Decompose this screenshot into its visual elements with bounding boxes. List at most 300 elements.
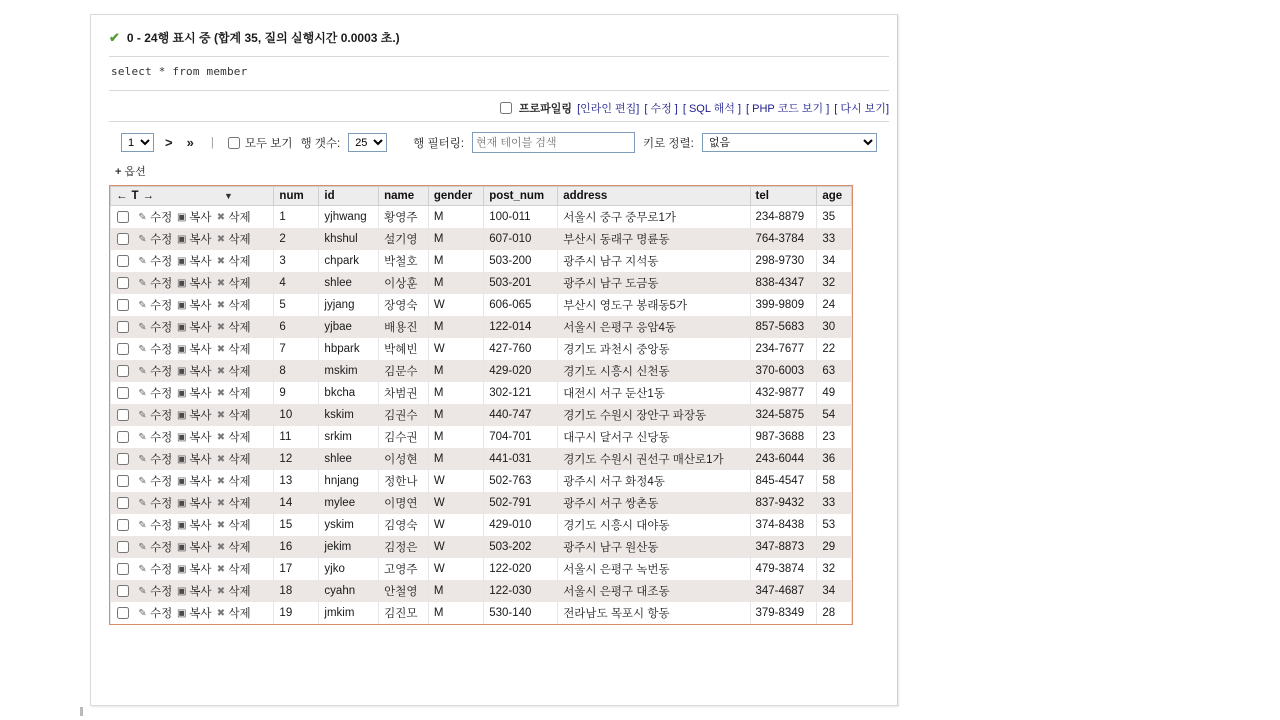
cell-address: 전라남도 목포시 항동	[558, 602, 750, 624]
cell-address: 부산시 동래구 명륜동	[558, 228, 750, 250]
row-select-checkbox[interactable]	[117, 255, 129, 267]
edit-row-button[interactable]	[137, 341, 172, 357]
edit-row-button[interactable]	[137, 275, 172, 291]
delete-row-button[interactable]	[215, 451, 250, 467]
copy-row-button[interactable]	[176, 209, 211, 225]
cell-post-num: 607-010	[484, 228, 558, 250]
copy-row-button[interactable]	[176, 253, 211, 269]
table-header-actions[interactable]	[111, 187, 274, 206]
sort-left-arrow-icon: ←	[116, 190, 128, 202]
cell-gender: W	[428, 492, 483, 514]
show-all-label: 모두 보기	[244, 137, 293, 150]
cell-address: 경기도 시흥시 대야동	[558, 514, 750, 536]
inline-edit-link[interactable]: [인라인 편집]	[577, 103, 640, 115]
cell-id: bkcha	[319, 382, 379, 404]
next-page-button[interactable]: >	[165, 135, 173, 150]
delete-row-button[interactable]	[215, 275, 250, 291]
row-select-checkbox[interactable]	[117, 475, 129, 487]
cell-name: 설기영	[379, 228, 429, 250]
copy-row-label: 복사	[189, 344, 212, 356]
row-select-checkbox[interactable]	[117, 343, 129, 355]
pencil-icon: ✎	[138, 211, 147, 223]
pencil-icon: ✎	[138, 277, 147, 289]
cell-age: 28	[817, 602, 852, 624]
edit-row-button[interactable]	[137, 583, 172, 599]
refresh-link[interactable]: [ 다시 보기]	[834, 103, 889, 115]
cell-num: 15	[274, 514, 319, 536]
row-select-checkbox[interactable]	[117, 563, 129, 575]
pencil-icon: ✎	[138, 321, 147, 333]
delete-row-button[interactable]	[215, 495, 250, 511]
pencil-icon: ✎	[138, 563, 147, 575]
delete-row-button[interactable]	[215, 561, 250, 577]
row-actions-cell	[111, 360, 274, 382]
cell-name: 차범권	[379, 382, 429, 404]
cell-address: 경기도 시흥시 신천동	[558, 360, 750, 382]
pagination-bar	[109, 122, 889, 161]
row-select-checkbox[interactable]	[117, 387, 129, 399]
delete-row-button[interactable]	[215, 407, 250, 423]
cell-post-num: 122-014	[484, 316, 558, 338]
table-header-gender[interactable]: gender	[428, 187, 483, 206]
copy-row-button[interactable]	[176, 517, 211, 533]
cell-age: 34	[817, 250, 852, 272]
copy-icon: ▣	[176, 563, 187, 575]
copy-icon: ▣	[176, 475, 187, 487]
row-select-checkbox[interactable]	[117, 321, 129, 333]
table-row[interactable]	[111, 250, 852, 272]
cell-gender: M	[428, 404, 483, 426]
cell-id: jekim	[319, 536, 379, 558]
row-actions-cell	[111, 558, 274, 580]
cell-num: 16	[274, 536, 319, 558]
copy-row-button[interactable]	[176, 407, 211, 423]
cell-post-num: 502-791	[484, 492, 558, 514]
cell-post-num: 502-763	[484, 470, 558, 492]
cell-num: 9	[274, 382, 319, 404]
row-actions-cell	[111, 404, 274, 426]
copy-icon: ▣	[176, 277, 187, 289]
row-filter-input[interactable]	[472, 132, 635, 153]
table-row[interactable]	[111, 558, 852, 580]
delete-icon: ✖	[216, 519, 226, 531]
options-toggle[interactable]	[109, 161, 889, 185]
delete-row-button[interactable]	[215, 517, 250, 533]
delete-icon: ✖	[216, 475, 226, 487]
cell-post-num: 427-760	[484, 338, 558, 360]
pencil-icon: ✎	[138, 519, 147, 531]
profiling-label: 프로파일링	[518, 103, 573, 115]
edit-row-button[interactable]	[137, 451, 172, 467]
copy-row-button[interactable]	[176, 385, 211, 401]
table-header-name[interactable]: name	[379, 187, 429, 206]
cell-gender: M	[428, 382, 483, 404]
cell-address: 대구시 달서구 신당동	[558, 426, 750, 448]
cell-id: mylee	[319, 492, 379, 514]
cell-id: yskim	[319, 514, 379, 536]
delete-icon: ✖	[216, 299, 226, 311]
delete-icon: ✖	[216, 541, 226, 553]
edit-row-button[interactable]	[137, 473, 172, 489]
row-select-checkbox[interactable]	[117, 299, 129, 311]
cell-age: 49	[817, 382, 852, 404]
copy-row-button[interactable]	[176, 297, 211, 313]
separator: |	[210, 136, 214, 149]
table-header-id[interactable]: id	[319, 187, 379, 206]
cell-name: 김진모	[379, 602, 429, 624]
row-actions-cell	[111, 294, 274, 316]
copy-row-button[interactable]	[176, 473, 211, 489]
cell-age: 29	[817, 536, 852, 558]
edit-link[interactable]: [ 수정 ]	[644, 103, 678, 115]
explain-sql-link[interactable]: [ SQL 해석 ]	[682, 103, 741, 115]
copy-row-label: 복사	[189, 410, 212, 422]
cell-address: 서울시 은평구 응암4동	[558, 316, 750, 338]
copy-row-label: 복사	[189, 234, 212, 246]
table-row[interactable]	[111, 294, 852, 316]
delete-row-label: 삭제	[228, 388, 251, 400]
edit-row-button[interactable]	[137, 605, 172, 621]
edit-row-label: 수정	[150, 564, 173, 576]
cell-tel: 845-4547	[750, 470, 817, 492]
row-actions-cell	[111, 272, 274, 294]
show-all-toggle[interactable]	[228, 135, 293, 151]
row-actions-cell	[111, 514, 274, 536]
cell-tel: 243-6044	[750, 448, 817, 470]
pencil-icon: ✎	[138, 585, 147, 597]
page-artifact	[80, 707, 83, 716]
cell-tel: 347-4687	[750, 580, 817, 602]
delete-row-button[interactable]	[215, 297, 250, 313]
row-select-checkbox[interactable]	[117, 431, 129, 443]
table-header-post-num[interactable]: post_num	[484, 187, 558, 206]
cell-gender: M	[428, 228, 483, 250]
copy-row-button[interactable]	[176, 363, 211, 379]
delete-row-button[interactable]	[215, 385, 250, 401]
table-row[interactable]	[111, 360, 852, 382]
cell-gender: M	[428, 206, 483, 229]
cell-gender: M	[428, 360, 483, 382]
sql-query-text: select * from member	[111, 65, 248, 78]
table-row[interactable]	[111, 338, 852, 360]
cell-post-num: 100-011	[484, 206, 558, 229]
copy-row-button[interactable]	[176, 231, 211, 247]
table-row[interactable]	[111, 316, 852, 338]
copy-row-label: 복사	[189, 476, 212, 488]
options-label: 옵션	[124, 166, 146, 178]
copy-row-label: 복사	[189, 300, 212, 312]
pencil-icon: ✎	[138, 387, 147, 399]
delete-row-label: 삭제	[228, 366, 251, 378]
cell-id: mskim	[319, 360, 379, 382]
delete-icon: ✖	[216, 255, 226, 267]
copy-row-label: 복사	[189, 498, 212, 510]
table-row[interactable]	[111, 404, 852, 426]
query-results-panel	[90, 14, 898, 706]
row-select-checkbox[interactable]	[117, 607, 129, 619]
edit-row-label: 수정	[150, 410, 173, 422]
row-select-checkbox[interactable]	[117, 453, 129, 465]
edit-row-label: 수정	[150, 278, 173, 290]
edit-row-button[interactable]	[137, 517, 172, 533]
copy-icon: ▣	[176, 255, 187, 267]
delete-icon: ✖	[216, 321, 226, 333]
edit-row-label: 수정	[150, 586, 173, 598]
delete-row-label: 삭제	[228, 300, 251, 312]
copy-row-button[interactable]	[176, 429, 211, 445]
delete-row-button[interactable]	[215, 363, 250, 379]
row-actions-cell	[111, 426, 274, 448]
copy-row-label: 복사	[189, 608, 212, 620]
cell-tel: 399-9809	[750, 294, 817, 316]
create-php-code-link[interactable]: [ PHP 코드 보기 ]	[746, 103, 830, 115]
cell-tel: 837-9432	[750, 492, 817, 514]
table-header-age[interactable]: age	[817, 187, 852, 206]
cell-name: 이성현	[379, 448, 429, 470]
delete-row-button[interactable]	[215, 539, 250, 555]
cell-num: 1	[274, 206, 319, 229]
copy-row-button[interactable]	[176, 451, 211, 467]
cell-post-num: 503-200	[484, 250, 558, 272]
pencil-icon: ✎	[138, 409, 147, 421]
cell-id: jyjang	[319, 294, 379, 316]
table-row[interactable]	[111, 382, 852, 404]
edit-row-label: 수정	[150, 476, 173, 488]
cell-address: 광주시 남구 원산동	[558, 536, 750, 558]
row-select-checkbox[interactable]	[117, 585, 129, 597]
cell-tel: 857-5683	[750, 316, 817, 338]
edit-row-label: 수정	[150, 256, 173, 268]
cell-gender: W	[428, 294, 483, 316]
delete-row-label: 삭제	[228, 586, 251, 598]
cell-tel: 324-5875	[750, 404, 817, 426]
copy-icon: ▣	[176, 585, 187, 597]
cell-post-num: 530-140	[484, 602, 558, 624]
cell-post-num: 122-020	[484, 558, 558, 580]
last-page-button[interactable]: »	[186, 135, 194, 150]
cell-num: 8	[274, 360, 319, 382]
show-all-checkbox[interactable]	[228, 137, 240, 149]
delete-icon: ✖	[216, 607, 226, 619]
table-row[interactable]	[111, 272, 852, 294]
edit-row-button[interactable]	[137, 561, 172, 577]
cell-post-num: 429-010	[484, 514, 558, 536]
delete-icon: ✖	[216, 343, 226, 355]
row-actions-cell	[111, 492, 274, 514]
pencil-icon: ✎	[138, 365, 147, 377]
cell-id: shlee	[319, 448, 379, 470]
table-row[interactable]	[111, 602, 852, 624]
row-select-checkbox[interactable]	[117, 541, 129, 553]
edit-row-button[interactable]	[137, 407, 172, 423]
delete-row-label: 삭제	[228, 256, 251, 268]
edit-row-button[interactable]	[137, 253, 172, 269]
cell-address: 경기도 과천시 중앙동	[558, 338, 750, 360]
table-row[interactable]	[111, 206, 852, 229]
cell-gender: M	[428, 316, 483, 338]
cell-age: 63	[817, 360, 852, 382]
profiling-checkbox[interactable]	[500, 102, 512, 114]
delete-icon: ✖	[216, 563, 226, 575]
edit-row-label: 수정	[150, 454, 173, 466]
edit-row-label: 수정	[150, 388, 173, 400]
delete-row-button[interactable]	[215, 253, 250, 269]
cell-id: khshul	[319, 228, 379, 250]
pencil-icon: ✎	[138, 233, 147, 245]
cell-age: 32	[817, 272, 852, 294]
chevron-down-icon[interactable]: ▼	[224, 191, 233, 201]
copy-icon: ▣	[176, 453, 187, 465]
cell-post-num: 606-065	[484, 294, 558, 316]
cell-num: 10	[274, 404, 319, 426]
table-row[interactable]	[111, 536, 852, 558]
table-row[interactable]	[111, 580, 852, 602]
cell-tel: 379-8349	[750, 602, 817, 624]
filter-icon[interactable]: T	[131, 190, 139, 202]
table-header-num[interactable]: num	[274, 187, 319, 206]
copy-row-button[interactable]	[176, 495, 211, 511]
table-row[interactable]	[111, 492, 852, 514]
results-table-wrapper	[109, 185, 853, 625]
delete-row-button[interactable]	[215, 341, 250, 357]
copy-row-label: 복사	[189, 322, 212, 334]
delete-row-button[interactable]	[215, 583, 250, 599]
row-actions-cell	[111, 338, 274, 360]
copy-row-label: 복사	[189, 256, 212, 268]
delete-row-label: 삭제	[228, 454, 251, 466]
row-select-checkbox[interactable]	[117, 519, 129, 531]
delete-icon: ✖	[216, 453, 226, 465]
table-row[interactable]	[111, 426, 852, 448]
copy-row-button[interactable]	[176, 539, 211, 555]
table-header-address[interactable]: address	[558, 187, 750, 206]
table-row[interactable]	[111, 514, 852, 536]
cell-num: 5	[274, 294, 319, 316]
cell-name: 황영주	[379, 206, 429, 229]
cell-id: srkim	[319, 426, 379, 448]
cell-tel: 479-3874	[750, 558, 817, 580]
row-actions-cell	[111, 382, 274, 404]
delete-icon: ✖	[216, 585, 226, 597]
cell-gender: W	[428, 338, 483, 360]
delete-icon: ✖	[216, 409, 226, 421]
delete-row-button[interactable]	[215, 429, 250, 445]
table-row[interactable]	[111, 448, 852, 470]
edit-row-button[interactable]	[137, 297, 172, 313]
cell-age: 22	[817, 338, 852, 360]
cell-address: 서울시 중구 중무로1가	[558, 206, 750, 229]
row-actions-cell	[111, 250, 274, 272]
copy-icon: ▣	[176, 497, 187, 509]
copy-row-label: 복사	[189, 454, 212, 466]
delete-row-button[interactable]	[215, 473, 250, 489]
edit-row-button[interactable]	[137, 539, 172, 555]
cell-name: 배용진	[379, 316, 429, 338]
edit-row-button[interactable]	[137, 495, 172, 511]
edit-row-label: 수정	[150, 300, 173, 312]
copy-row-button[interactable]	[176, 605, 211, 621]
copy-row-button[interactable]	[176, 275, 211, 291]
copy-row-button[interactable]	[176, 561, 211, 577]
sort-by-key-select[interactable]	[702, 133, 877, 152]
row-select-checkbox[interactable]	[117, 233, 129, 245]
delete-row-label: 삭제	[228, 212, 251, 224]
delete-icon: ✖	[216, 387, 226, 399]
cell-post-num: 440-747	[484, 404, 558, 426]
copy-row-button[interactable]	[176, 341, 211, 357]
cell-address: 경기도 수원시 장안구 파장동	[558, 404, 750, 426]
copy-row-button[interactable]	[176, 319, 211, 335]
copy-row-label: 복사	[189, 542, 212, 554]
cell-gender: W	[428, 514, 483, 536]
pencil-icon: ✎	[138, 255, 147, 267]
delete-row-label: 삭제	[228, 410, 251, 422]
cell-name: 박혜빈	[379, 338, 429, 360]
delete-row-button[interactable]	[215, 209, 250, 225]
copy-row-button[interactable]	[176, 583, 211, 599]
profiling-bar	[109, 97, 889, 122]
cell-age: 36	[817, 448, 852, 470]
cell-post-num: 302-121	[484, 382, 558, 404]
row-select-checkbox[interactable]	[117, 409, 129, 421]
delete-row-button[interactable]	[215, 231, 250, 247]
delete-row-label: 삭제	[228, 344, 251, 356]
cell-gender: W	[428, 558, 483, 580]
cell-tel: 764-3784	[750, 228, 817, 250]
rows-count-select[interactable]	[348, 133, 387, 152]
row-select-checkbox[interactable]	[117, 497, 129, 509]
edit-row-label: 수정	[150, 498, 173, 510]
delete-row-button[interactable]	[215, 319, 250, 335]
cell-gender: W	[428, 536, 483, 558]
row-select-checkbox[interactable]	[117, 365, 129, 377]
cell-age: 58	[817, 470, 852, 492]
delete-row-label: 삭제	[228, 476, 251, 488]
edit-row-button[interactable]	[137, 363, 172, 379]
cell-age: 34	[817, 580, 852, 602]
cell-address: 대전시 서구 둔산1동	[558, 382, 750, 404]
delete-icon: ✖	[216, 365, 226, 377]
edit-row-button[interactable]	[137, 319, 172, 335]
copy-icon: ▣	[176, 321, 187, 333]
cell-id: chpark	[319, 250, 379, 272]
copy-icon: ▣	[176, 409, 187, 421]
copy-row-label: 복사	[189, 388, 212, 400]
edit-row-label: 수정	[150, 344, 173, 356]
table-row[interactable]	[111, 228, 852, 250]
delete-icon: ✖	[216, 497, 226, 509]
row-select-checkbox[interactable]	[117, 211, 129, 223]
edit-row-button[interactable]	[137, 209, 172, 225]
delete-row-label: 삭제	[228, 498, 251, 510]
delete-row-label: 삭제	[228, 432, 251, 444]
table-header-row	[111, 187, 852, 206]
pencil-icon: ✎	[138, 453, 147, 465]
cell-name: 안철영	[379, 580, 429, 602]
table-header-tel[interactable]: tel	[750, 187, 817, 206]
page-select[interactable]	[121, 133, 154, 152]
row-actions-cell	[111, 580, 274, 602]
edit-row-button[interactable]	[137, 231, 172, 247]
row-select-checkbox[interactable]	[117, 277, 129, 289]
cell-num: 4	[274, 272, 319, 294]
edit-row-button[interactable]	[137, 385, 172, 401]
cell-id: yjko	[319, 558, 379, 580]
edit-row-button[interactable]	[137, 429, 172, 445]
table-row[interactable]	[111, 470, 852, 492]
delete-row-button[interactable]	[215, 605, 250, 621]
cell-name: 김영숙	[379, 514, 429, 536]
